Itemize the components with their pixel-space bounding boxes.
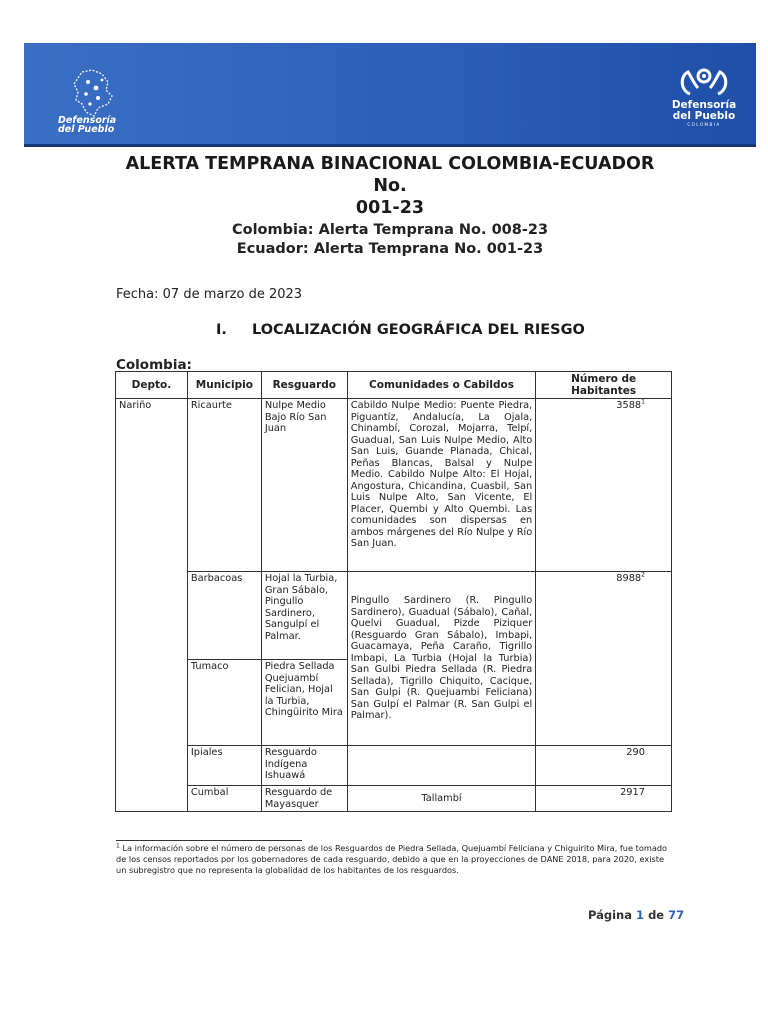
cell-resguardo: Nulpe Medio Bajo Río San Juan [261, 399, 347, 572]
habitantes-value: 8988 [616, 573, 642, 584]
right-logo-line3: COLOMBIA [687, 122, 721, 127]
cell-municipio: Ipiales [187, 746, 261, 786]
subtitle-colombia: Colombia: Alerta Temprana No. 008-23 [231, 222, 549, 238]
cell-resguardo: Piedra Sellada Quejuambí Felician, Hojal la Turbia, Chingüirito Mira [261, 660, 347, 746]
section-title: LOCALIZACIÓN GEOGRÁFICA DEL RIESGO [252, 322, 585, 338]
document-title [110, 153, 670, 219]
cell-resguardo: Hojal la Turbia, Gran Sábalo, Pingullo Sardinero, Sangulpí el Palmar. [261, 572, 347, 660]
cell-depto: Nariño [116, 399, 188, 812]
footnote-ref: 2 [641, 571, 645, 579]
cell-comunidades: Cabildo Nulpe Medio: Puente Piedra, Piguantíz, Andalucía, La Ojala, Chinambí, Corozal, Mojarra, Telpí, Guadual, San Luis Nulpe Medio, Alto San Luis, Guande Planada, Chical, Peñas Blancas, Balsal y Nulpe Medio. Cabildo Nulpe Alto: El Hojal, Angostura, Chicandina, Cuasbil, San Luis Nulpe Alto, San Vicente, El Placer, Quembi y Alto Quembi. Las comunidades son dispersas en ambos márgenes del Río Nulpe y Río San Juan. [347, 399, 536, 572]
cell-resguardo: Resguardo de Mayasquer [261, 786, 347, 812]
cell-habitantes [536, 572, 672, 746]
table-header-row [116, 372, 672, 399]
page-label: Página [588, 908, 633, 922]
table-row [116, 399, 672, 572]
cell-municipio: Tumaco [187, 660, 261, 746]
subtitle-ecuador: Ecuador: Alerta Temprana No. 001-23 [236, 241, 544, 257]
cell-municipio: Cumbal [187, 786, 261, 812]
section-number: I. [216, 322, 227, 338]
risk-location-table [115, 371, 672, 812]
right-logo-line1: Defensoría [671, 99, 737, 111]
table-row [116, 786, 672, 812]
right-logo-line2: del Pueblo [672, 110, 736, 122]
header-habitantes: Número de Habitantes [536, 372, 672, 399]
left-logo-line2: del Pueblo [58, 124, 115, 135]
table-row [116, 746, 672, 786]
cell-habitantes [536, 399, 672, 572]
defensoria-ecuador-logo [58, 68, 128, 140]
cell-habitantes: 2917 [536, 786, 672, 812]
footnote [116, 843, 676, 876]
cell-comunidades: Tallambí [347, 786, 536, 812]
date-label: Fecha: [116, 287, 159, 302]
header-comunidades: Comunidades o Cabildos [347, 372, 536, 399]
section-heading [216, 322, 585, 338]
cell-habitantes: 290 [536, 746, 672, 786]
footnote-text: La información sobre el número de personas de los Resguardos de Piedra Sellada, Quejuambí Feliciana y Chiguirito Mira, fue tomado de los censos reportados por los gobernadores de cada resguardo, debido a que en la proyecciones de DANE 2018, para 2020, existe un subregistro que no representa la globalidad de los habitantes de los resguardos. [116, 843, 668, 875]
header-municipio: Municipio [187, 372, 261, 399]
left-logo-line1: Defensoría [58, 115, 117, 126]
country-label: Colombia: [116, 357, 192, 373]
cell-municipio: Ricaurte [187, 399, 261, 572]
date-line [116, 287, 302, 302]
title-line1: ALERTA TEMPRANA BINACIONAL COLOMBIA-ECUADOR No. [125, 154, 655, 196]
table-row [116, 572, 672, 660]
cell-comunidades: Pingullo Sardinero (R. Pingullo Sardinero), Guadual (Sábalo), Cañal, Quelvi Guadual, Pizde Piziquer (Resguardo Gran Sábalo), Imbapi, Guacamaya, Peña Caraño, Tigrillo Imbapi, La Turbia (Hojal la Turbia) San Gulbi Piedra Sellada (R. Piedra Sellada), Tigrillo Chiquito, Cacique, San Gulpi (R. Quejuambi Feliciana) San Gulpí el Palmar (R. San Gulpi el Palmar). [347, 572, 536, 746]
defensoria-colombia-logo [664, 64, 744, 134]
cell-municipio: Barbacoas [187, 572, 261, 660]
cell-comunidades [347, 746, 536, 786]
document-subtitle [150, 221, 630, 259]
footnote-marker: 1 [116, 842, 120, 850]
footnote-ref: 1 [641, 398, 645, 406]
title-line2: 001-23 [355, 198, 425, 218]
header-banner [24, 43, 756, 144]
page-number [588, 908, 684, 922]
date-value: 07 de marzo de 2023 [162, 287, 303, 302]
header-resguardo: Resguardo [261, 372, 347, 399]
hands-emblem-icon [676, 64, 732, 100]
cell-resguardo: Resguardo Indígena Ishuawá [261, 746, 347, 786]
ecuador-map-icon [68, 68, 116, 120]
header-banner-stripe [24, 144, 756, 147]
page-total: 77 [668, 908, 685, 922]
page-current: 1 [636, 908, 645, 922]
page-separator: de [648, 908, 665, 922]
footnote-divider [116, 840, 302, 841]
header-depto: Depto. [116, 372, 188, 399]
habitantes-value: 3588 [616, 400, 642, 411]
